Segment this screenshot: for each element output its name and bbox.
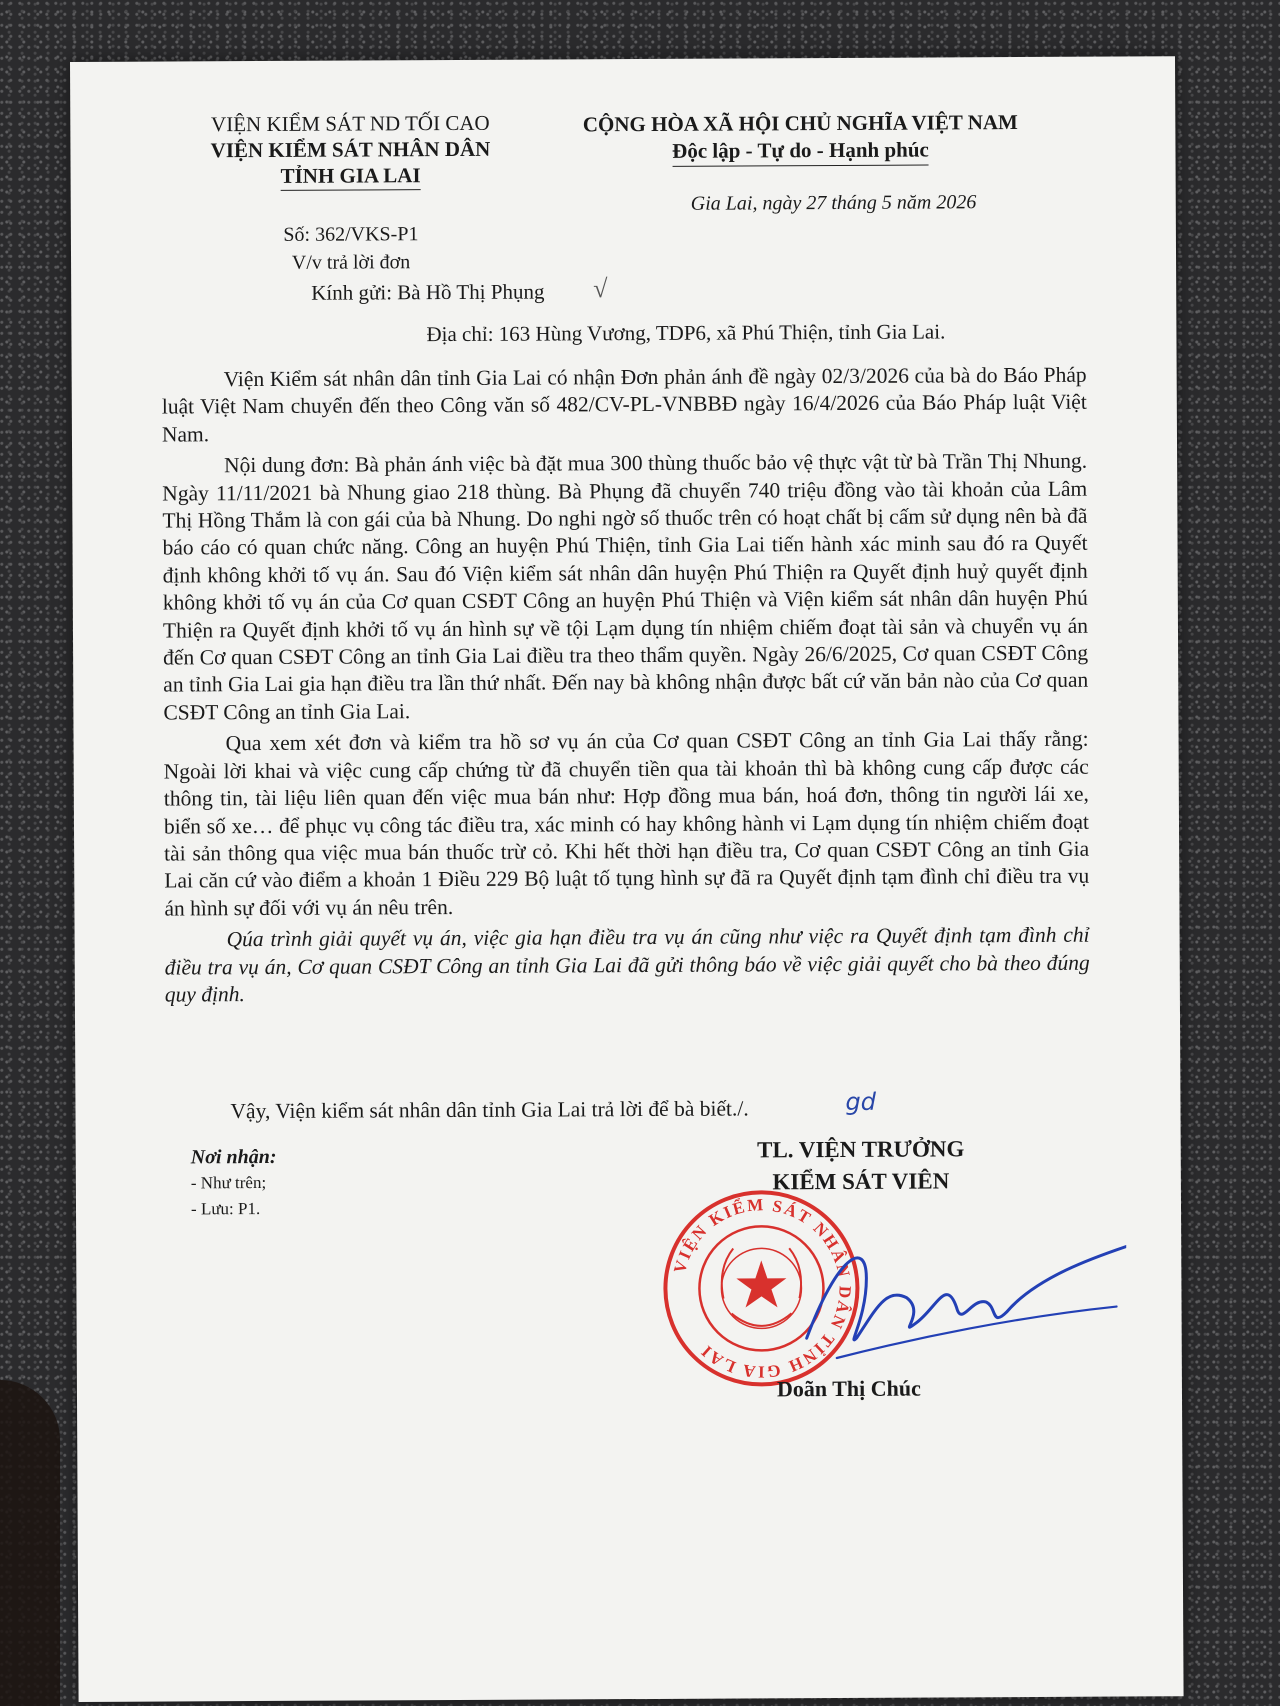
issuer-line-2: VIỆN KIỂM SÁT NHÂN DÂN — [210, 136, 491, 163]
paragraph-3: Qua xem xét đơn và kiểm tra hồ sơ vụ án của Cơ quan CSĐT Công an tỉnh Gia Lai thấy rằng: Ngoài lời khai và việc cung cấp chứng từ đã chuyển tiền qua tài khoản thì bà không cung cấp được các thông tin, tài liệu liên quan đến việc mua bán như: Hợp đồng mua bán, hoá đơn, thông tin người lái xe, biển số xe… để phục vụ công tác điều tra, xác minh có hay không hành vi Lạm dụng tín nhiệm chiếm đoạt tài sản thông qua việc mua bán thuốc trừ cỏ. Khi hết thời hạn điều tra, Cơ quan CSĐT Công an tỉnh Gia Lai căn cứ vào điểm a khoản 1 Điều 229 Bộ luật tố tụng hình sự đã ra Quyết định tạm đình chỉ điều tra vụ án hình sự đối với vụ án nêu trên. — [163, 726, 1090, 921]
recipients-item: - Lưu: P1. — [190, 1199, 261, 1219]
background-object — [0, 1380, 60, 1706]
signer-name: Doãn Thị Chúc — [776, 1375, 921, 1402]
document-subject: V/v trả lời đơn — [291, 251, 411, 274]
recipients-item: - Như trên; — [190, 1172, 267, 1193]
handwritten-signature — [796, 1216, 1127, 1378]
paragraph-4: Qúa trình giải quyết vụ án, việc gia hạn điều tra vụ án cũng như việc ra Quyết định tạm đình chỉ điều tra vụ án, Cơ quan CSĐT Công an tỉnh Gia Lai đã gửi thông báo về việc giải quyết cho bà theo đúng quy định. — [164, 922, 1090, 1007]
paragraph-1: Viện Kiểm sát nhân dân tỉnh Gia Lai có nhận Đơn phản ánh đề ngày 02/3/2026 của bà do Báo Pháp luật Việt Nam chuyển đến theo Công văn số 482/CV-PL-VNBBĐ ngày 16/4/2026 của Báo Pháp luật Việt Nam. — [161, 362, 1087, 447]
national-motto: Độc lập - Tự do - Hạnh phúc — [672, 137, 929, 167]
recipients-title: Nơi nhận: — [190, 1145, 277, 1169]
document-page — [70, 56, 1184, 1702]
document-reference — [181, 220, 521, 278]
document-number: Số: 362/VKS-P1 — [283, 223, 419, 246]
recipient-salutation: Kính gửi: Bà Hồ Thị Phụng — [311, 279, 545, 305]
issuer-line-3: TỈNH GIA LAI — [280, 162, 420, 191]
closing-sentence: Vậy, Viện kiểm sát nhân dân tỉnh Gia Lai trả lời để bà biết./. — [230, 1096, 749, 1124]
letter-body — [162, 362, 1090, 1013]
handwritten-initial: gd — [845, 1087, 876, 1116]
signature-title-line-1: TL. VIỆN TRƯỞNG — [756, 1136, 965, 1163]
national-header — [535, 109, 1065, 168]
issuer-header — [180, 110, 520, 192]
issuer-line-1: VIỆN KIỂM SÁT ND TỐI CAO — [210, 110, 490, 137]
recipient-address: Địa chỉ: 163 Hùng Vương, TDP6, xã Phú Thiện, tỉnh Gia Lai. — [426, 319, 946, 347]
seal-text: VIỆN KIỂM SÁT NHÂN DÂN TỈNH GIA LAI — [669, 1195, 855, 1382]
document-date: Gia Lai, ngày 27 tháng 5 năm 2026 — [690, 191, 977, 215]
country-name: CỘNG HÒA XÃ HỘI CHỦ NGHĨA VIỆT NAM — [582, 110, 1018, 137]
handwritten-check-mark: √ — [593, 274, 608, 304]
signature-title-line-2: KIỂM SÁT VIÊN — [772, 1168, 950, 1195]
paragraph-2: Nội dung đơn: Bà phản ánh việc bà đặt mua 300 thùng thuốc bảo vệ thực vật từ bà Trần Thị Nhung. Ngày 11/11/2021 bà Nhung giao 218 thùng. Bà Phụng đã chuyển 740 triệu đồng vào tài khoản của Lâm Thị Hồng Thắm là con gái của bà Nhung. Do nghi ngờ số thuốc trên có hoạt chất bị cấm sử dụng nên bà đã báo cáo có quan chức năng. Công an huyện Phú Thiện, tỉnh Gia Lai tiến hành xác minh sau đó ra Quyết định không khởi tố vụ án. Sau đó Viện kiểm sát nhân dân huyện Phú Thiện ra Quyết định huỷ quyết định không khởi tố vụ án của Cơ quan CSĐT Công an huyện Phú Thiện và Viện kiểm sát nhân dân huyện Phú Thiện ra Quyết định khởi tố vụ án hình sự về tội Lạm dụng tín nhiệm chiếm đoạt tài sản và chuyển vụ án đến Cơ quan CSĐT Công an tỉnh Gia Lai điều tra theo thẩm quyền. Ngày 26/6/2025, Cơ quan CSĐT Công an tỉnh Gia Lai gia hạn điều tra lần thứ nhất. Đến nay bà không nhận được bất cứ văn bản nào của Cơ quan CSĐT Công an tỉnh Gia Lai. — [162, 448, 1089, 725]
